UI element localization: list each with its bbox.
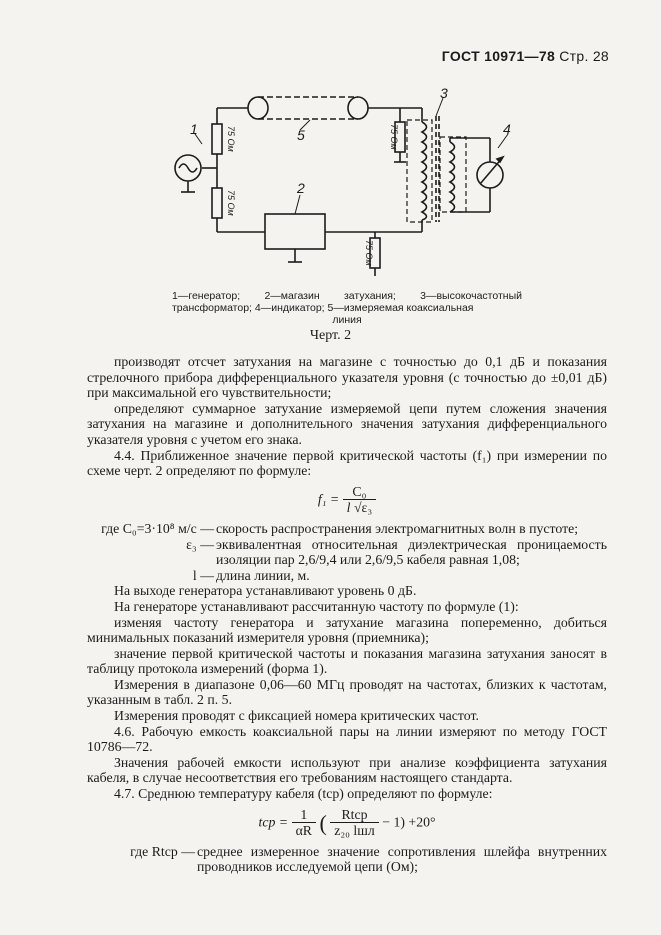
definition-row xyxy=(87,537,607,568)
paragraph: Измерения в диапазоне 0,06—60 МГц проводят на частотах, близких к частотам, указанным в табл. 2 п. 5. xyxy=(87,676,607,708)
formula-lhs: tср = xyxy=(258,813,289,829)
definition-value: длина линии, м. xyxy=(216,567,310,583)
gost-number: ГОСТ 10971—78 xyxy=(441,48,556,64)
label-4: 4 xyxy=(503,121,511,137)
paragraph: 4.7. Среднюю температуру кабеля (tср) определяют по формуле: xyxy=(114,786,493,802)
formula-tcp: tср = $\frac{1}{\alpha R}$ ( $\frac{\text{Rtср}}{\text{z₂₀ lшл}}$ − 1) +20° xyxy=(258,806,436,839)
paragraph: изменяя частоту генератора и затухание магазина попеременно, добиться минимальных показаний измерителя уровня (приемника); xyxy=(87,614,607,646)
label-2: 2 xyxy=(297,180,305,196)
label-1: 1 xyxy=(190,121,198,137)
paragraph: Измерения проводят с фиксацией номера критических частот. xyxy=(114,708,479,724)
definition-value: среднее измеренное значение сопротивления шлейфа внутренних проводников исследуемой цепи (Ом); xyxy=(197,843,607,875)
page-header xyxy=(442,48,609,64)
fraction xyxy=(330,807,379,839)
definition-value: эквивалентная относительная диэлектрическая проницаемость изоляции пар 2,6/9,4 или 2,6/9,5 кабеля равная 1,08; xyxy=(216,536,607,568)
paragraph: 4.6. Рабочую емкость коаксиальной пары на линии измеряют по методу ГОСТ 10786—72. xyxy=(87,723,607,755)
fraction xyxy=(292,807,316,839)
definition-value: скорость распространения электромагнитных волн в пустоте; xyxy=(216,520,579,536)
definition-key: где C₀=3·10⁸ м/с — xyxy=(101,520,214,536)
paragraph: производят отсчет затухания на магазине с точностью до 0,1 дБ и показания стрелочного прибора дифференциального указателя уровня (с точностью до ±0,01 дБ) при максимальной его чувствительности; xyxy=(87,354,607,401)
definition-key: l — xyxy=(192,567,214,583)
numerator: Rtср xyxy=(330,807,379,824)
page-number: Стр. 28 xyxy=(559,48,609,64)
definition-key: ε₃ — xyxy=(186,536,214,552)
paragraph: На выходе генератора устанавливают уровень 0 дБ. xyxy=(114,583,417,599)
figure-caption xyxy=(172,290,522,326)
circuit-diagram xyxy=(160,82,530,282)
attenuator-box xyxy=(265,214,325,249)
formula-tail: − 1) +20° xyxy=(382,813,436,829)
paragraph: Значения рабочей емкости используют при анализе коэффициента затухания кабеля, в случае несоответствия его требованиям настоящего стандарта. xyxy=(87,754,607,786)
label-3: 3 xyxy=(440,85,448,101)
body-text xyxy=(87,354,607,875)
paragraph: На генераторе устанавливают рассчитанную частоту по формуле (1): xyxy=(114,598,519,614)
definition-row xyxy=(87,844,607,875)
denominator-root: √ε₃ xyxy=(353,500,373,516)
resistor-label-right-top: 75 Ом xyxy=(389,124,399,150)
denominator: z₂₀ lшл xyxy=(334,823,375,839)
resistor-label-left-bottom: 75 Ом xyxy=(226,190,236,216)
numerator: 1 xyxy=(292,807,316,824)
paragraph: 4.4. Приближенное значение первой критической частоты (f₁) при измерении по схеме черт. 2 определяют по формуле: xyxy=(87,447,607,479)
denominator xyxy=(343,500,376,516)
resistor-label-right-bottom: 75 Ом xyxy=(364,240,374,266)
definition-row xyxy=(87,521,607,537)
definition-key: где Rtср — xyxy=(130,843,195,859)
label-5: 5 xyxy=(297,127,305,143)
denominator: αR xyxy=(295,823,312,839)
numerator: C₀ xyxy=(343,484,376,501)
definition-row xyxy=(87,568,607,584)
coax-cable-end-left xyxy=(248,97,268,119)
formula-lhs: f₁ = xyxy=(317,491,340,507)
definitions xyxy=(87,844,607,875)
resistor-label-left-top: 75 Ом xyxy=(226,126,236,152)
paragraph: значение первой критической частоты и показания магазина затухания заносят в таблицу протокола измерений (форма 1). xyxy=(87,645,607,677)
definitions xyxy=(87,521,607,583)
formula-f1 xyxy=(87,484,607,516)
caption-line-1: 1—генератор; 2—магазин затухания; 3—высокочастотный трансформатор; 4—индикатор; 5—измеряемая коаксиальная xyxy=(172,290,522,314)
caption-line-2: линия xyxy=(332,314,362,326)
drawing-title: Черт. 2 xyxy=(309,328,352,343)
paragraph: определяют суммарное затухание измеряемой цепи путем сложения значения затухания на магазине и дополнительного значения затухания дифференциального указателя уровня с учетом его знака. xyxy=(87,400,607,447)
denominator-l: l xyxy=(346,500,351,516)
fraction xyxy=(343,484,376,516)
